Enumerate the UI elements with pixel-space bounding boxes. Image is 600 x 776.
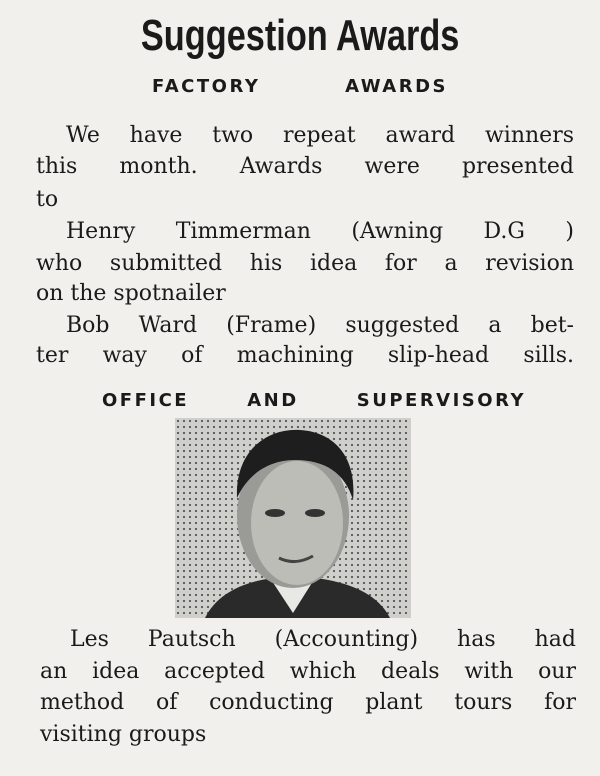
portrait-photo: [175, 418, 411, 618]
paragraph-line: ter way of machining slip-head sills.: [36, 343, 574, 368]
paragraph-line: Bob Ward (Frame) suggested a bet-: [66, 313, 574, 338]
paragraph-line: Henry Timmerman (Awning D.G ): [66, 219, 574, 244]
title-text: Suggestion Awards: [140, 11, 460, 60]
paragraph-line: We have two repeat award winners: [66, 123, 574, 148]
paragraph-line: method of conducting plant tours for: [40, 690, 576, 715]
paragraph-line: who submitted his idea for a revision: [36, 251, 574, 276]
factory-awards-heading: FACTORY AWARDS: [152, 76, 448, 97]
page-title: [0, 8, 600, 64]
paragraph-line: Les Pautsch (Accounting) has had: [70, 627, 576, 652]
paragraph-line: on the spotnailer: [36, 281, 226, 306]
paragraph-line: this month. Awards were presented: [36, 154, 574, 179]
office-supervisory-heading: OFFICE AND SUPERVISORY: [102, 390, 526, 411]
paragraph-line: an idea accepted which deals with our: [40, 659, 576, 684]
portrait-image: [175, 418, 411, 618]
paragraph-line: to: [36, 187, 59, 212]
paragraph-line: visiting groups: [40, 722, 207, 747]
